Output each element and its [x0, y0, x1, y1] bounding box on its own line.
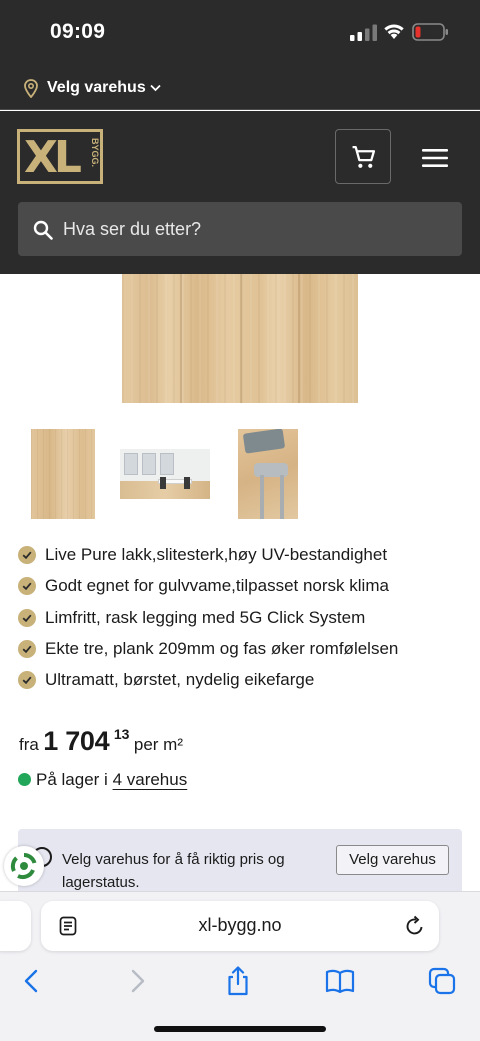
- feature-item: [18, 667, 468, 698]
- recycle-badge-icon[interactable]: [4, 846, 44, 886]
- search-icon: [33, 220, 53, 240]
- store-notice: [18, 829, 462, 891]
- check-icon: [18, 577, 36, 595]
- home-indicator: [154, 1026, 326, 1032]
- logo-text: XL: [24, 132, 78, 183]
- feature-text: Live Pure lakk,slitesterk,høy UV-bestandighet: [45, 545, 388, 564]
- feature-item: [18, 636, 468, 667]
- feature-item: [18, 605, 468, 636]
- tabs-icon[interactable]: [427, 966, 457, 996]
- plank-seam: [180, 274, 182, 403]
- chair-leg-shape: [280, 475, 284, 519]
- battery-low-icon: [412, 23, 449, 41]
- hamburger-menu-icon[interactable]: [420, 147, 450, 169]
- cart-icon: [351, 145, 376, 170]
- check-icon: [18, 640, 36, 658]
- xl-bygg-logo[interactable]: [17, 129, 103, 184]
- stock-status: [18, 770, 187, 790]
- browser-toolbar: [0, 891, 480, 1041]
- feature-text: Godt egnet for gulvvame,tilpasset norsk klima: [45, 576, 389, 596]
- feature-item: [18, 542, 468, 573]
- reload-icon[interactable]: [404, 915, 425, 937]
- store-selector-label: Velg varehus: [47, 79, 146, 96]
- cloth-shape: [243, 429, 285, 454]
- window-shape: [124, 453, 138, 475]
- logo-subtext: BYGG.: [90, 138, 100, 168]
- chair-shape: [184, 477, 190, 489]
- back-icon[interactable]: [17, 966, 47, 996]
- status-time: 09:09: [50, 20, 106, 43]
- stock-stores-link[interactable]: 4 varehus: [112, 770, 188, 789]
- feature-text: Ekte tre, plank 209mm og fas øker romfølelsen: [45, 638, 399, 658]
- price-integer: 1 704: [43, 726, 110, 756]
- price-decimals: 13: [113, 726, 130, 742]
- previous-tab[interactable]: [0, 901, 31, 951]
- product-thumbnail-detail[interactable]: [238, 429, 298, 519]
- share-icon[interactable]: [223, 966, 253, 996]
- search-input[interactable]: [18, 202, 462, 256]
- chevron-down-icon: [150, 84, 161, 92]
- browser-nav-row: [0, 962, 480, 998]
- chair-leg-shape: [260, 475, 264, 519]
- store-notice-text: Velg varehus for å få riktig pris og lagerstatus.: [62, 851, 285, 891]
- bookmarks-icon[interactable]: [325, 966, 355, 996]
- location-pin-icon: [24, 79, 38, 98]
- price-unit: per m²: [133, 735, 183, 754]
- address-url: xl-bygg.no: [198, 915, 282, 935]
- site-header: [0, 111, 480, 274]
- chair-shape: [160, 477, 166, 489]
- address-bar[interactable]: [41, 901, 439, 951]
- window-shape: [142, 453, 156, 475]
- product-thumbnail-room[interactable]: [120, 449, 210, 499]
- forward-icon[interactable]: [122, 966, 152, 996]
- in-stock-dot-icon: [18, 773, 31, 786]
- select-store-button[interactable]: Velg varehus: [336, 845, 449, 875]
- search-placeholder: Hva ser du etter?: [63, 219, 202, 239]
- plank-seam: [240, 274, 242, 403]
- product-main-image[interactable]: [122, 274, 358, 403]
- feature-text: Limfritt, rask legging med 5G Click System: [45, 607, 366, 627]
- plank-seam: [298, 274, 300, 403]
- product-thumbnail-floor[interactable]: [31, 429, 95, 519]
- feature-list: [18, 542, 468, 698]
- feature-text: Ultramatt, børstet, nydelig eikefarge: [45, 670, 315, 690]
- window-shape: [160, 453, 174, 475]
- check-icon: [18, 609, 36, 627]
- status-bar: [0, 0, 480, 66]
- cart-button[interactable]: [335, 129, 391, 184]
- product-price: [19, 726, 183, 760]
- stock-text: På lager i: [36, 770, 108, 789]
- store-selector[interactable]: [0, 66, 480, 110]
- check-icon: [18, 546, 36, 564]
- price-prefix: fra: [19, 735, 39, 754]
- feature-item: [18, 573, 468, 604]
- check-icon: [18, 671, 36, 689]
- cellular-signal-icon: [350, 24, 377, 41]
- wifi-icon: [383, 22, 405, 40]
